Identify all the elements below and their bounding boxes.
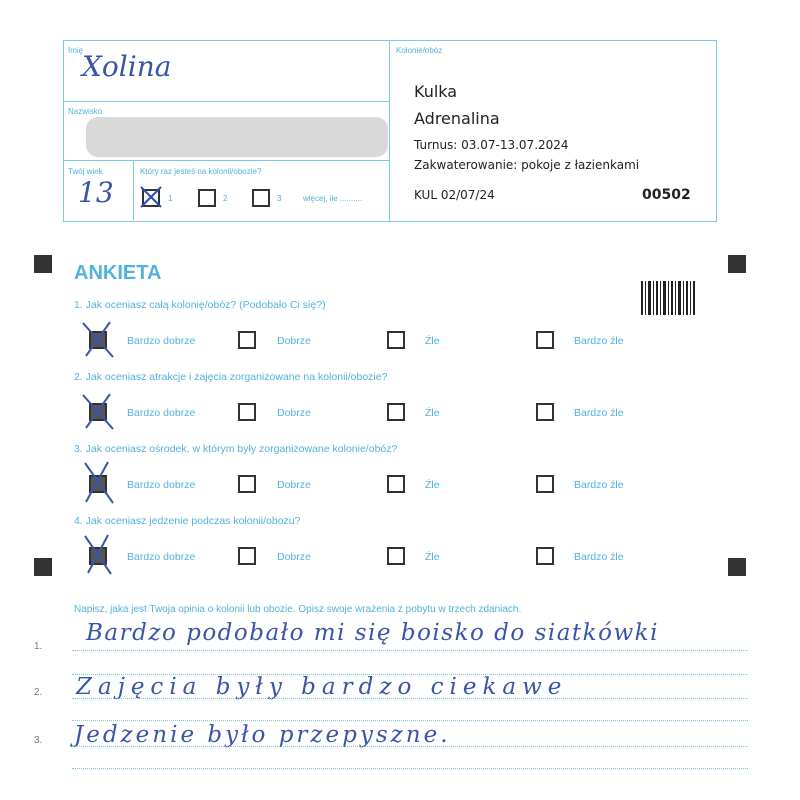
reg-mark-top-left (34, 255, 52, 273)
q1-dobrze-label: Dobrze (277, 335, 311, 347)
camp-line-1: Kulka (414, 82, 458, 101)
option-2-checkbox[interactable] (198, 189, 216, 207)
kolonia-label: Kolonie/obóz (396, 46, 443, 55)
q4-bardzo-zle-label: Bardzo źle (574, 551, 624, 563)
q4-cross-mark-icon (80, 533, 116, 577)
zakwaterowanie: Zakwaterowanie: pokoje z łazienkami (414, 158, 640, 172)
barcode-icon (641, 281, 695, 315)
camp-line-2: Adrenalina (414, 109, 500, 128)
question-4-text: 4. Jak oceniasz jedzenie podczas kolonii/obozu? (74, 515, 301, 527)
reg-mark-bottom-left (34, 558, 52, 576)
survey-title: ANKIETA (74, 262, 162, 284)
imie-label: Imię (68, 46, 84, 55)
q1-zle-label: Źle (425, 335, 440, 347)
question-3-text: 3. Jak oceniasz ośrodek, w którym były zorganizowane kolonie/obóz? (74, 443, 398, 455)
q3-zle-label: Źle (425, 479, 440, 491)
reg-mark-bottom-right (728, 558, 746, 576)
q3-dobrze-checkbox[interactable] (238, 475, 256, 493)
nazwisko-redaction (86, 117, 388, 157)
q2-dobrze-label: Dobrze (277, 407, 311, 419)
option-2-label: 2 (223, 194, 228, 203)
q2-dobrze-checkbox[interactable] (238, 403, 256, 421)
divider-nazwisko (63, 160, 389, 161)
q1-bardzo-dobrze-label: Bardzo dobrze (127, 335, 196, 347)
header-divider (389, 40, 390, 221)
opinion-line-3[interactable]: Jedzenie było przepyszne. (74, 722, 451, 748)
line-3-number: 3. (34, 735, 43, 746)
q4-dobrze-checkbox[interactable] (238, 547, 256, 565)
nazwisko-label: Nazwisko (68, 107, 103, 116)
code: KUL 02/07/24 (414, 188, 495, 202)
reg-mark-top-right (728, 255, 746, 273)
dotline-2 (72, 698, 748, 699)
q2-zle-checkbox[interactable] (387, 403, 405, 421)
q2-bardzo-dobrze-label: Bardzo dobrze (127, 407, 196, 419)
line-2-number: 2. (34, 687, 43, 698)
option-1-mark-icon (138, 184, 164, 210)
q1-bardzo-zle-checkbox[interactable] (536, 331, 554, 349)
opinion-line-1[interactable]: Bardzo podobało mi się boisko do siatkówki (86, 620, 659, 646)
dotline-1 (72, 650, 748, 651)
q3-zle-checkbox[interactable] (387, 475, 405, 493)
option-3-label: 3 (277, 194, 282, 203)
q2-bardzo-zle-checkbox[interactable] (536, 403, 554, 421)
question-2-text: 2. Jak oceniasz atrakcje i zajęcia zorganizowane na kolonii/obozie? (74, 371, 388, 383)
wiecej-label: więcej, ile .......... (303, 194, 363, 203)
divider-wiek (133, 160, 134, 220)
q3-bardzo-zle-label: Bardzo źle (574, 479, 624, 491)
q1-cross-mark-icon (80, 320, 116, 360)
opinion-line-2[interactable]: Zajęcia były bardzo ciekawe (76, 674, 568, 700)
imie-value[interactable]: Xolina (82, 50, 172, 83)
q4-zle-checkbox[interactable] (387, 547, 405, 565)
wiek-label: Twój wiek (68, 167, 103, 176)
question-1-text: 1. Jak oceniasz całą kolonię/obóz? (Podobało Ci się?) (74, 299, 326, 311)
opinion-prompt: Napisz, jaka jest Twoja opinia o kolonii lub obozie. Opisz swoje wrażenia z pobytu w trzech zdaniach. (74, 604, 522, 615)
dotline-3 (72, 746, 748, 747)
q3-bardzo-zle-checkbox[interactable] (536, 475, 554, 493)
dotline-2b (72, 720, 748, 721)
wiek-value[interactable]: 13 (78, 176, 114, 209)
q3-dobrze-label: Dobrze (277, 479, 311, 491)
q1-bardzo-zle-label: Bardzo źle (574, 335, 624, 347)
q3-cross-mark-icon (80, 460, 116, 506)
divider-imie (63, 101, 389, 102)
q4-dobrze-label: Dobrze (277, 551, 311, 563)
turnus: Turnus: 03.07-13.07.2024 (414, 138, 569, 152)
q4-bardzo-zle-checkbox[interactable] (536, 547, 554, 565)
line-1-number: 1. (34, 641, 43, 652)
q1-zle-checkbox[interactable] (387, 331, 405, 349)
q2-zle-label: Źle (425, 407, 440, 419)
q4-zle-label: Źle (425, 551, 440, 563)
form-number: 00502 (642, 187, 691, 203)
q3-bardzo-dobrze-label: Bardzo dobrze (127, 479, 196, 491)
q2-cross-mark-icon (80, 392, 116, 432)
ktory-raz-label: Który raz jesteś na kolonii/obozie? (140, 167, 262, 176)
option-1-label: 1 (168, 194, 173, 203)
q4-bardzo-dobrze-label: Bardzo dobrze (127, 551, 196, 563)
option-3-checkbox[interactable] (252, 189, 270, 207)
q2-bardzo-zle-label: Bardzo źle (574, 407, 624, 419)
q1-dobrze-checkbox[interactable] (238, 331, 256, 349)
dotline-3b (72, 768, 748, 769)
